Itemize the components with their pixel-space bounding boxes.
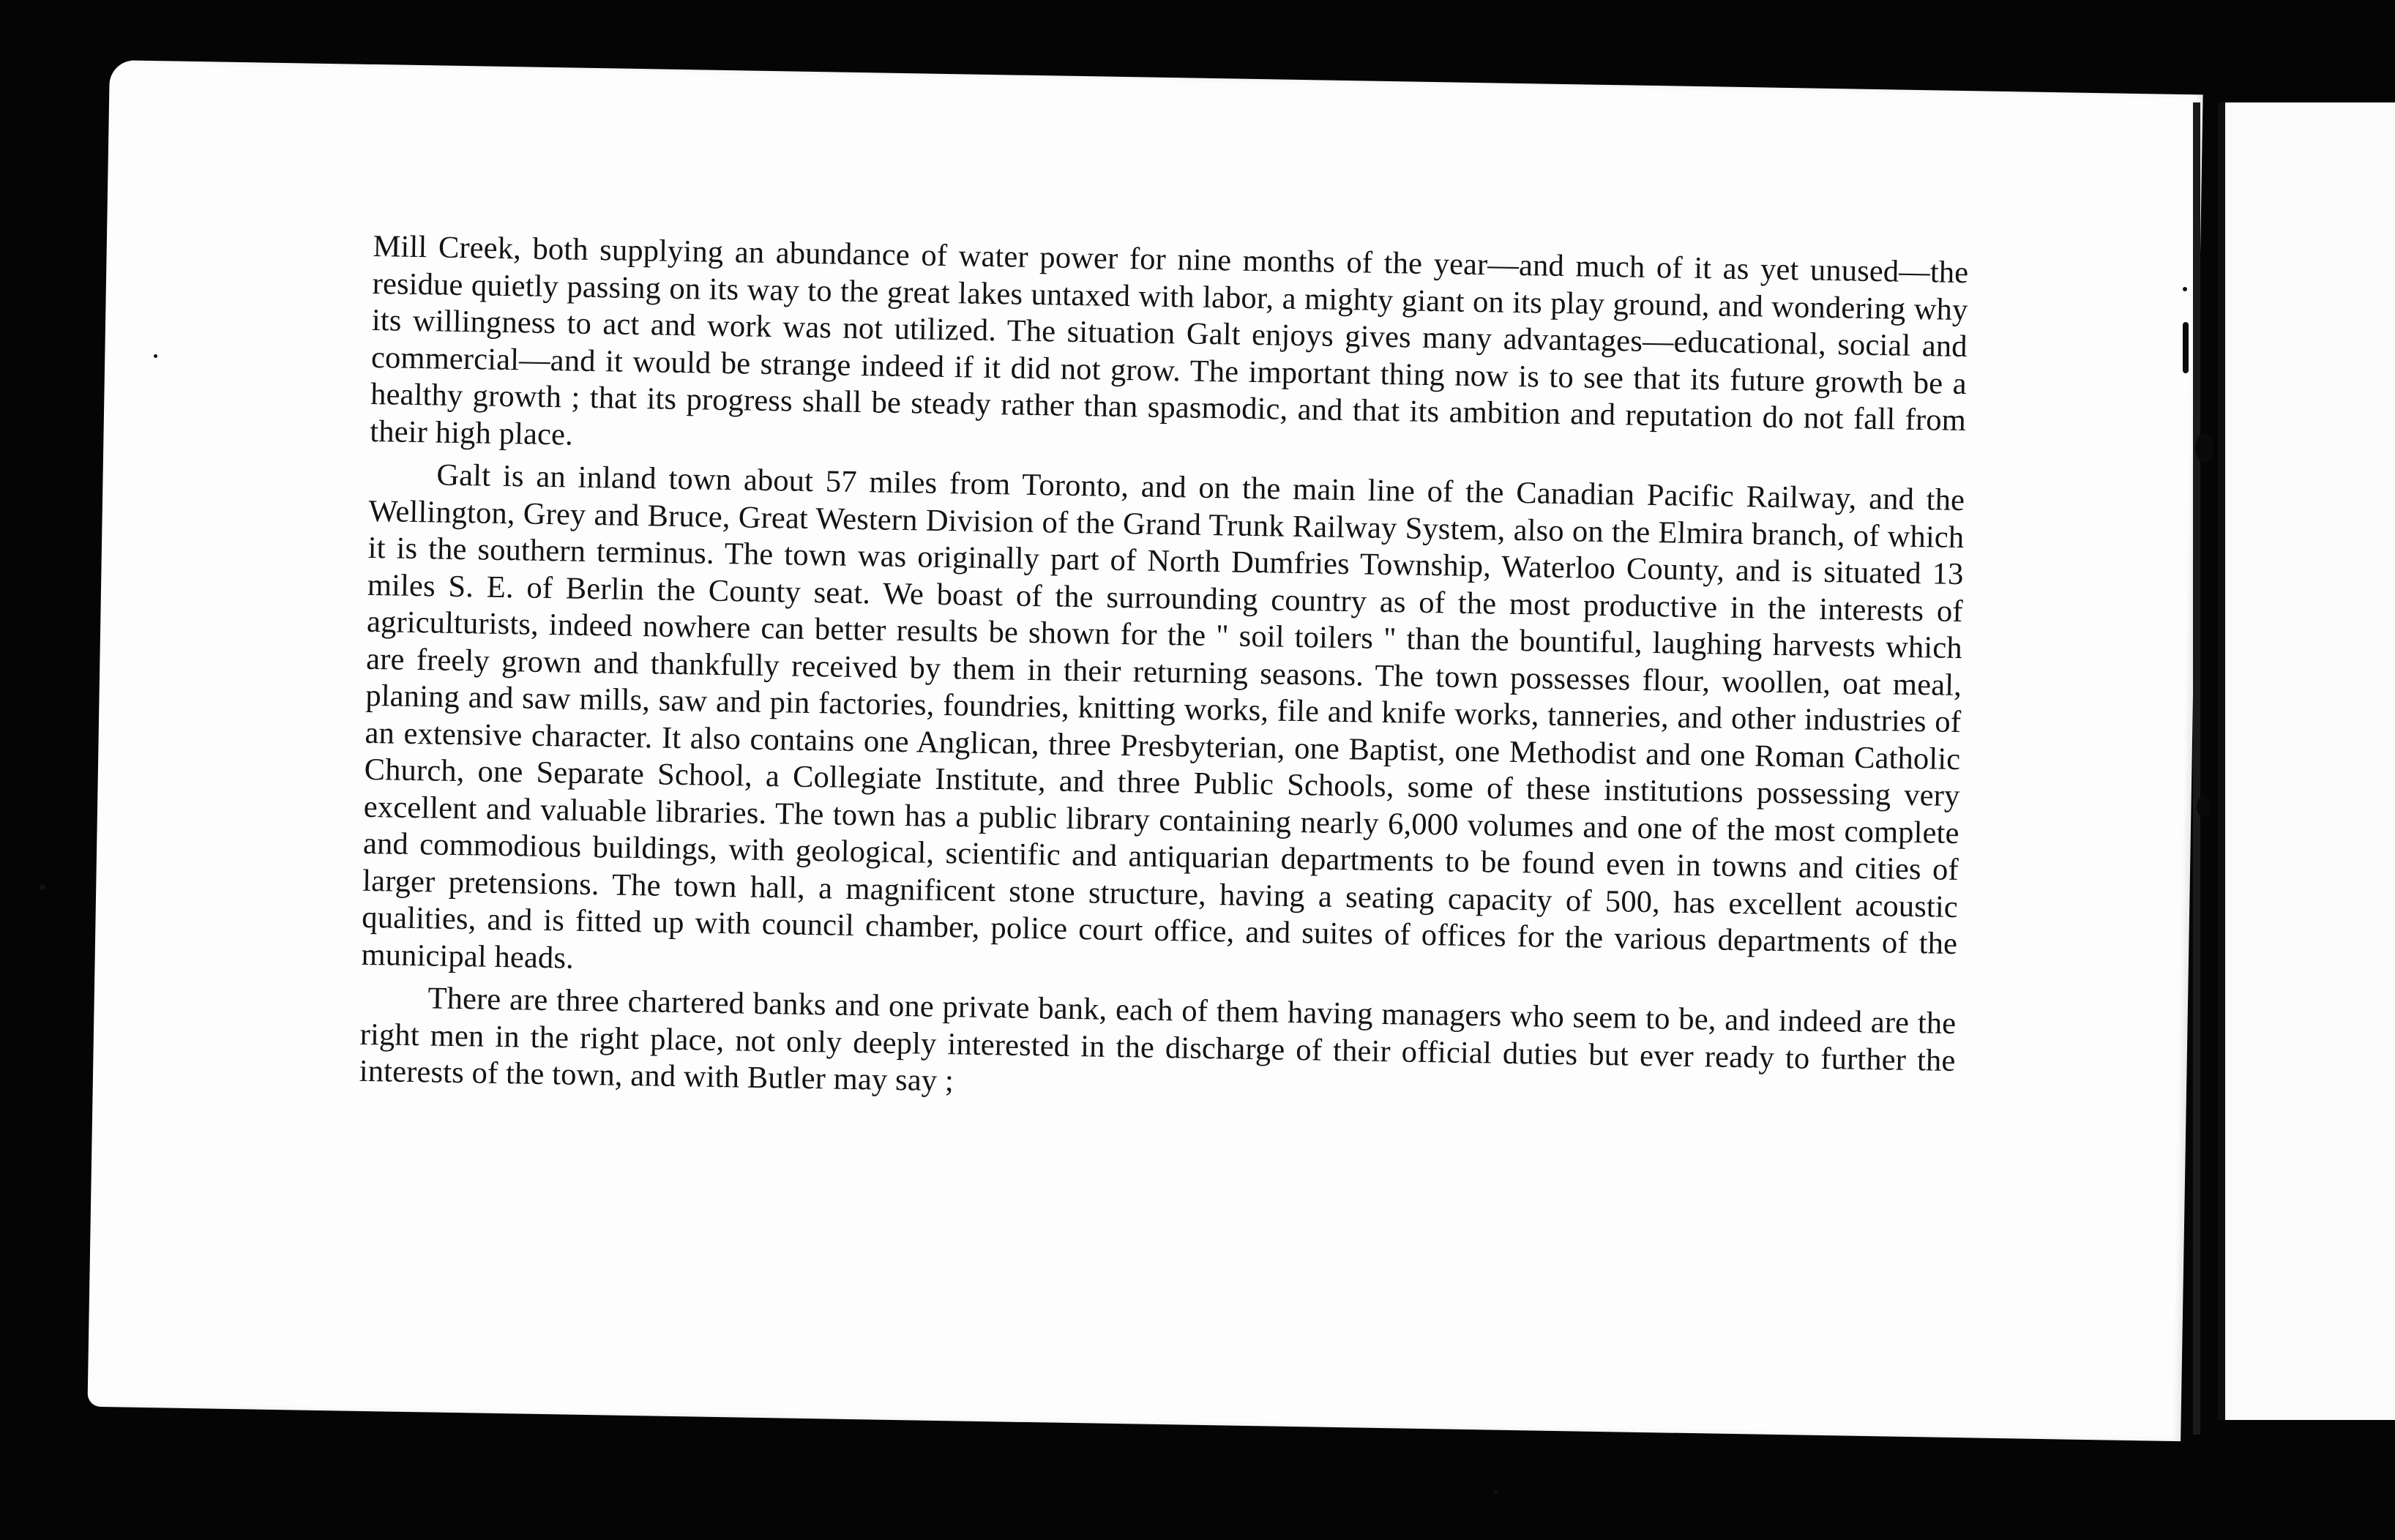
body-text [359, 228, 1968, 1116]
paragraph: There are three chartered banks and one private bank, each of them having managers who seem to be, and indeed are the right men in the right place, not only deeply interested in the discharge of their official duties but ever ready to further the interests of the town, and with Butler may say ; [359, 981, 1957, 1099]
page-gutter [2193, 102, 2200, 1435]
facing-page-edge [2218, 102, 2395, 1420]
binding-mark [2195, 433, 2214, 463]
paragraph: Mill Creek, both supplying an abundance of water power for nine months of the year—and much of it as yet unused—the residue quietly passing on its way to the great lakes untaxed with labor, a mighty giant on its play ground, and wondering why its willingness to act and work was not utilized. The situation Galt enjoys gives many advantages—educational, social and commercial—and it would be strange indeed if it did not grow. The important thing now is to see that its future growth be a healthy growth ; that its progress shall be steady rather than spasmodic, and that its ambition and reputation do not fall from their high place. [370, 228, 1969, 452]
paragraph: Galt is an inland town about 57 miles from Toronto, and on the main line of the Canadian Pacific Railway, and the Wellington, Grey and Bruce, Great Western Division of the Grand Trunk Railway System, also on the Elmira branch, of which it is the southern terminus. The town was originally part of North Dumfries Township, Waterloo County, and is situated 13 miles S. E. of Berlin the County seat. We boast of the surrounding country as of the most productive in the interests of agriculturists, indeed nowhere can better results be shown for the " soil toilers " than the bountiful, laughing harvests which are freely grown and thankfully received by them in their returning seasons. The town possesses flour, woollen, oat meal, planing and saw mills, saw and pin factories, foundries, knitting works, file and knife works, tanneries, and other industries of an extensive character. It also contains one Anglican, three Presbyterian, one Baptist, one Methodist and one Roman Catholic Church, one Separate School, a Collegiate Institute, and three Public Schools, some of these institutions possessing very excellent and valuable libraries. The town has a public library containing nearly 6,000 volumes and one of the most complete and commodious buildings, with geological, scientific and antiquarian departments to be found even in towns and cities of larger pretensions. The town hall, a magnificent stone structure, having a seating capacity of 500, has excellent acoustic qualities, and is fitted up with council chamber, police court office, and suites of offices for the various departments of the municipal heads. [361, 457, 1965, 976]
binding-mark [2197, 796, 2210, 817]
binding-mark [2183, 322, 2189, 373]
